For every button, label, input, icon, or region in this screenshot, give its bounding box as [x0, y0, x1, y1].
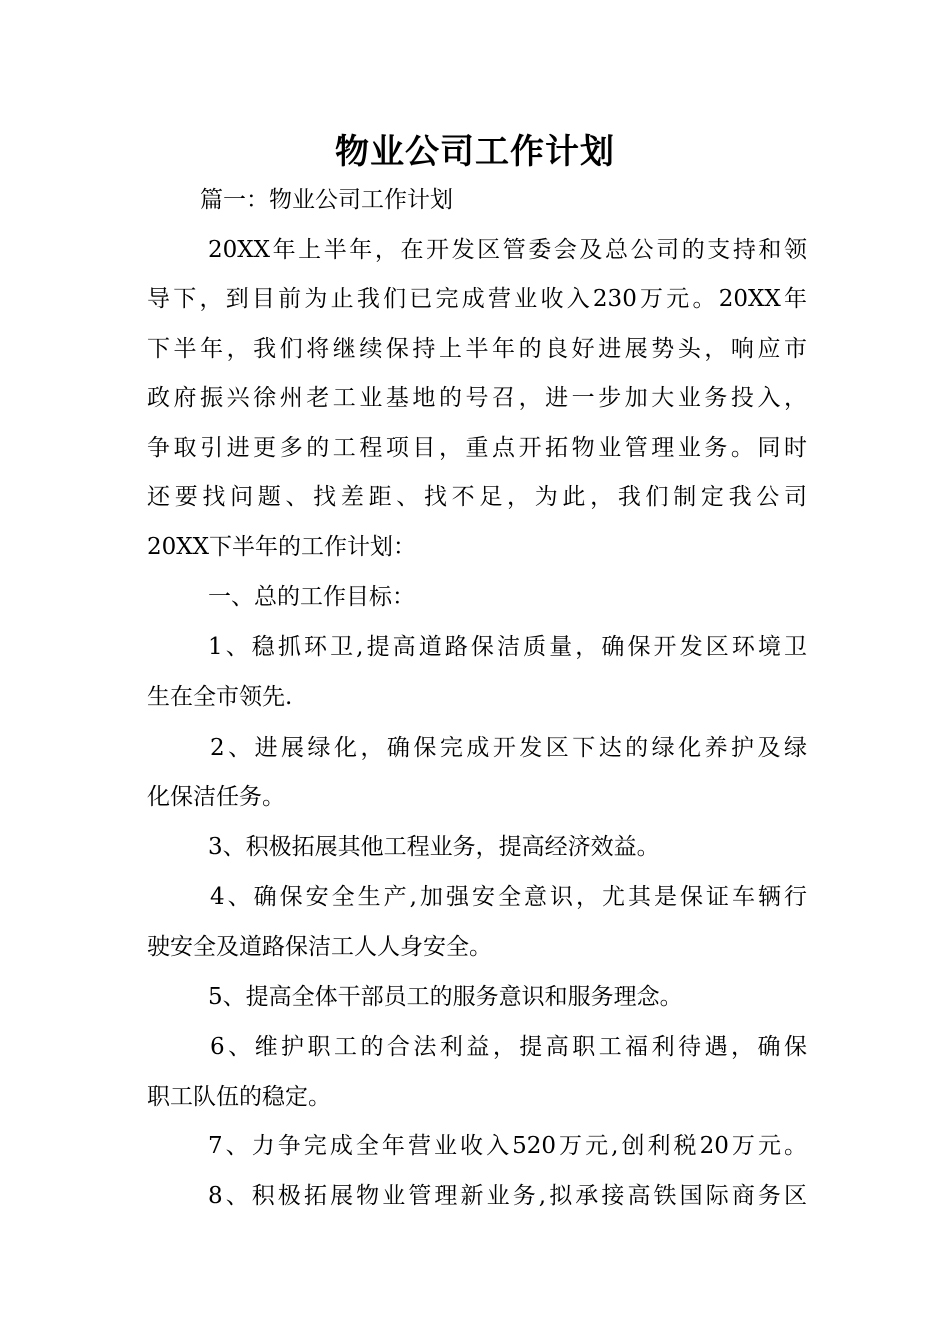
goal-item-continued: 职工队伍的稳定。 [147, 1084, 331, 1110]
goal-item-continued: 驶安全及道路保洁工人人身安全。 [147, 934, 492, 960]
goal-item-continued: 生在全市领先. [147, 684, 293, 710]
paragraph-line: 争取引进更多的工程项目，重点开拓物业管理业务。同时 [147, 435, 807, 461]
paragraph-line: 下半年，我们将继续保持上半年的良好进展势头，响应市 [147, 336, 807, 362]
paragraph-line: 还要找问题、找差距、找不足，为此，我们制定我公司 [147, 484, 807, 510]
document-title: 物业公司工作计划 [335, 132, 615, 172]
section-heading: 篇一：物业公司工作计划 [200, 187, 453, 213]
paragraph-line: 20XX年上半年，在开发区管委会及总公司的支持和领 [208, 237, 807, 263]
goal-item: 4、确保安全生产,加强安全意识，尤其是保证车辆行 [210, 884, 807, 910]
goals-heading: 一、总的工作目标： [208, 584, 415, 610]
goal-item: 7、力争完成全年营业收入520万元,创利税20万元。 [208, 1133, 807, 1159]
goal-item: 1、稳抓环卫,提高道路保洁质量，确保开发区环境卫 [208, 634, 807, 660]
goal-item: 5、提高全体干部员工的服务意识和服务理念。 [208, 984, 683, 1010]
paragraph-line: 政府振兴徐州老工业基地的号召，进一步加大业务投入， [147, 385, 807, 411]
goal-item: 6、维护职工的合法利益，提高职工福利待遇，确保 [210, 1034, 807, 1060]
goal-item-continued: 化保洁任务。 [147, 784, 285, 810]
goal-item: 3、积极拓展其他工程业务，提高经济效益。 [208, 834, 660, 860]
paragraph-line: 导下，到目前为止我们已完成营业收入230万元。20XX年 [147, 286, 807, 312]
paragraph-line: 20XX下半年的工作计划： [147, 534, 417, 560]
goal-item: 2、进展绿化，确保完成开发区下达的绿化养护及绿 [210, 735, 807, 761]
goal-item: 8、积极拓展物业管理新业务,拟承接高铁国际商务区 [208, 1183, 807, 1209]
